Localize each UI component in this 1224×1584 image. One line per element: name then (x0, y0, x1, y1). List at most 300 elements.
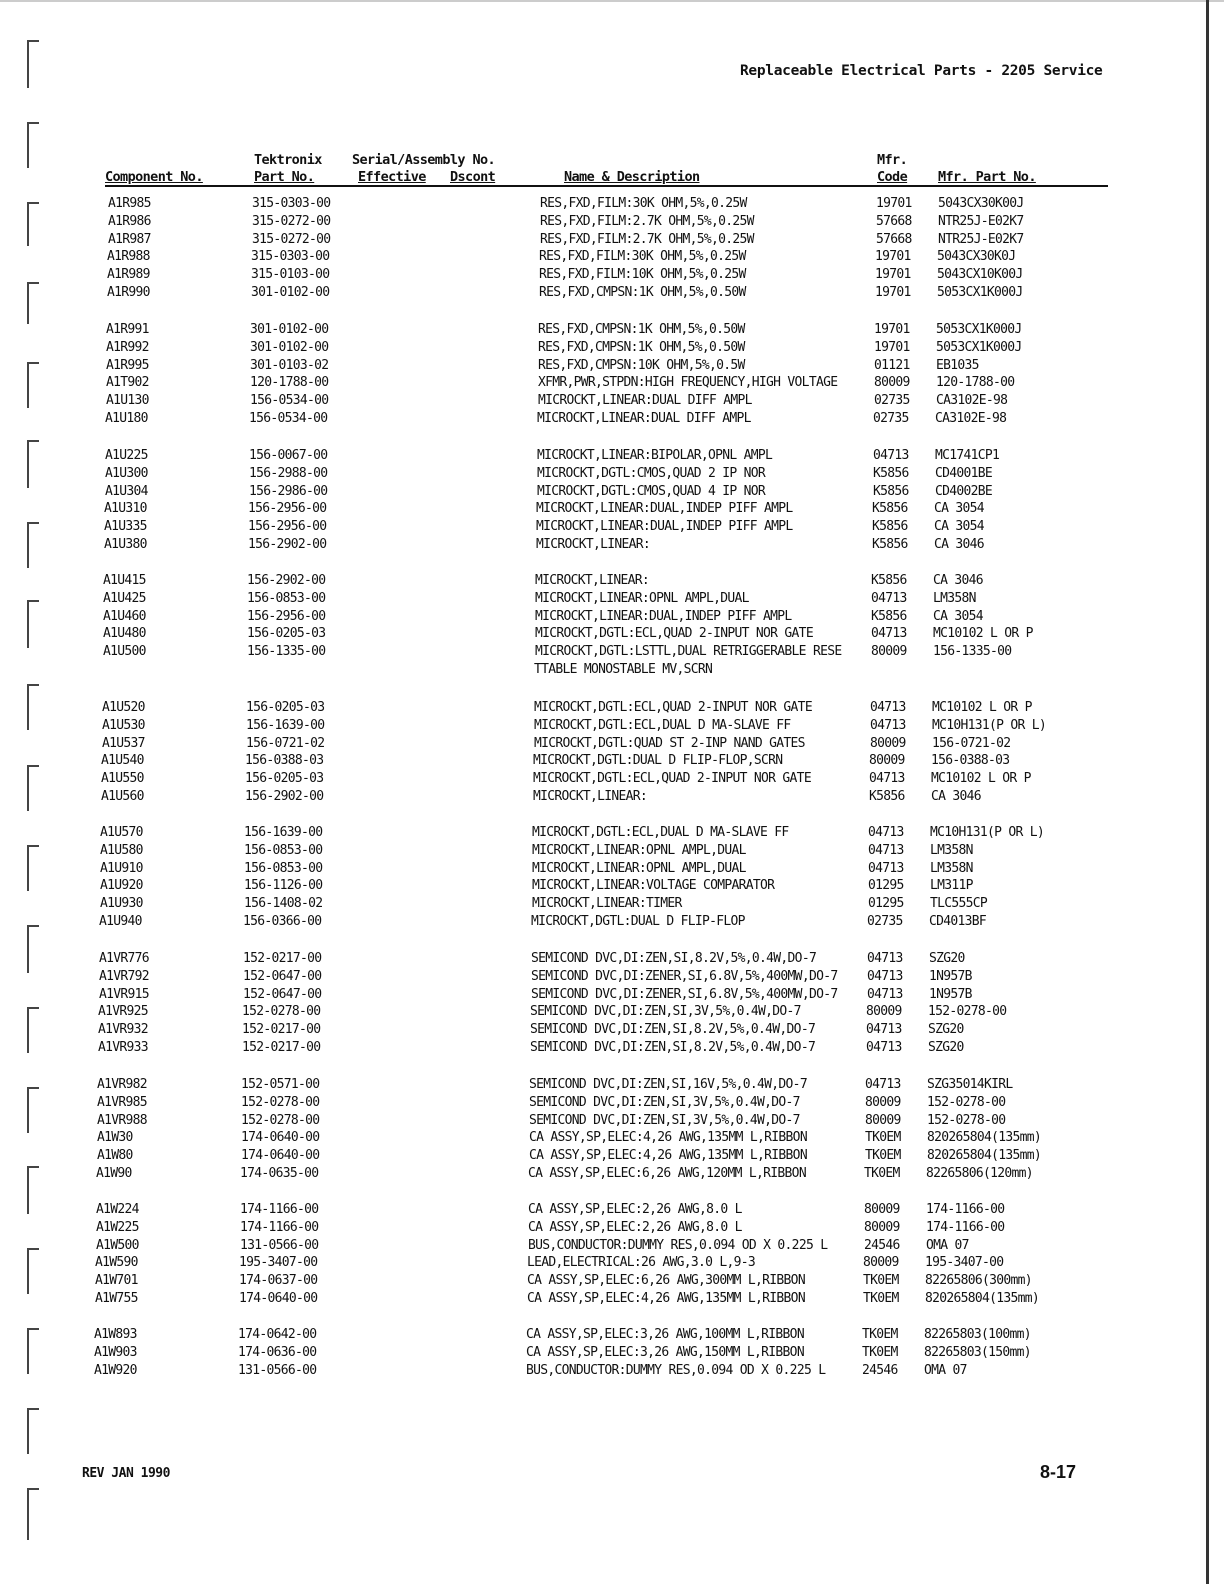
component-no: A1VR932 (98, 1022, 148, 1038)
tek-part-no: 120-1788-00 (250, 375, 329, 391)
name-description: MICROCKT,LINEAR:DUAL DIFF AMPL (537, 411, 751, 426)
table-row (0, 1362, 1210, 1380)
component-no: A1VR933 (98, 1040, 148, 1055)
name-description: MICROCKT,DGTL:CMOS,QUAD 4 IP NOR (537, 483, 766, 499)
mfr-part-no: NTR25J-E02K7 (938, 213, 1024, 229)
mfr-code: 19701 (875, 285, 911, 300)
mfr-code: 80009 (864, 1202, 900, 1217)
tek-part-no: 174-1166-00 (240, 1202, 319, 1217)
table-row (0, 824, 1216, 842)
name-description: MICROCKT,DGTL:ECL,QUAD 2-INPUT NOR GATE (534, 700, 812, 715)
mfr-part-no: LM358N (930, 842, 973, 858)
tek-part-no: 156-0853-00 (247, 590, 326, 606)
mfr-code: 04713 (869, 771, 905, 787)
table-row (0, 284, 1223, 302)
name-description: CA ASSY,SP,ELEC:3,26 AWG,100MM L,RIBBON (526, 1327, 804, 1342)
mfr-code: 04713 (868, 842, 904, 858)
tek-part-no: 301-0102-00 (250, 339, 329, 355)
mfr-code: 04713 (867, 951, 903, 966)
component-no: A1W80 (97, 1148, 133, 1164)
tek-part-no: 156-0366-00 (243, 914, 322, 929)
tek-part-no: 156-0388-03 (245, 753, 324, 769)
header-rule (105, 185, 1108, 187)
name-description: SEMICOND DVC,DI:ZENER,SI,6.8V,5%,400MW,DO-7 (531, 986, 838, 1002)
mfr-code: 80009 (874, 375, 910, 391)
mfr-code: 19701 (875, 267, 911, 283)
table-row (0, 1326, 1210, 1344)
tek-part-no: 152-0278-00 (241, 1112, 320, 1128)
mfr-code: K5856 (872, 537, 908, 552)
mfr-part-no: CA 3054 (934, 501, 984, 517)
mfr-code: 04713 (867, 968, 903, 984)
col-mfr-code-bottom: Code (877, 169, 908, 185)
tek-part-no: 174-0640-00 (241, 1148, 320, 1164)
table-row (0, 483, 1221, 501)
col-mfr-code-top: Mfr. (877, 152, 908, 168)
mfr-part-no: 152-0278-00 (927, 1094, 1006, 1110)
mfr-part-no: 5053CX1K000J (936, 322, 1022, 337)
component-no: A1W224 (96, 1202, 139, 1217)
name-description: MICROCKT,LINEAR:OPNL AMPL,DUAL (532, 860, 746, 876)
name-description: MICROCKT,DGTL:DUAL D FLIP-FLOP (531, 914, 745, 929)
tek-part-no: 174-1166-00 (240, 1219, 319, 1235)
mfr-code: K5856 (872, 501, 908, 517)
mfr-code: 04713 (871, 590, 907, 606)
mfr-part-no: 156-1335-00 (933, 644, 1012, 660)
binding-mark (27, 122, 39, 168)
name-description: RES,FXD,FILM:10K OHM,5%,0.25W (539, 267, 746, 283)
name-description: MICROCKT,LINEAR: (533, 789, 648, 804)
tek-part-no: 156-0534-00 (250, 393, 329, 409)
table-row (0, 717, 1218, 735)
component-no: A1U560 (101, 789, 144, 804)
mfr-code: TK0EM (862, 1344, 898, 1360)
component-no: A1W225 (96, 1219, 139, 1235)
mfr-code: K5856 (873, 465, 909, 481)
mfr-code: 24546 (862, 1362, 898, 1378)
component-no: A1U540 (101, 753, 144, 769)
tek-part-no: 156-0721-02 (246, 735, 325, 751)
component-no: A1R987 (108, 231, 151, 247)
name-description: LEAD,ELECTRICAL:26 AWG,3.0 L,9-3 (527, 1255, 756, 1271)
mfr-part-no: 820265804(135mm) (927, 1130, 1042, 1146)
mfr-part-no: MC10102 L OR P (931, 771, 1031, 787)
tek-part-no: 156-2956-00 (248, 519, 327, 535)
name-description: MICROCKT,DGTL:ECL,DUAL D MA-SLAVE FF (534, 717, 791, 733)
mfr-code: K5856 (869, 789, 905, 804)
name-description: MICROCKT,LINEAR:DUAL,INDEP PIFF AMPL (536, 501, 793, 517)
tek-part-no: 195-3407-00 (239, 1255, 318, 1271)
mfr-part-no: EB1035 (936, 357, 979, 373)
component-no: A1R986 (108, 213, 151, 229)
tek-part-no: 174-0637-00 (239, 1273, 318, 1289)
mfr-part-no: SZG20 (928, 1022, 964, 1038)
mfr-part-no: OMA 07 (926, 1237, 969, 1253)
tek-part-no: 156-0205-03 (245, 771, 324, 787)
mfr-part-no: LM311P (930, 878, 973, 894)
component-no: A1U310 (104, 501, 147, 517)
tek-part-no: 315-0103-00 (251, 267, 330, 283)
mfr-code: 01295 (868, 878, 904, 894)
table-row (0, 1201, 1212, 1219)
name-description: MICROCKT,LINEAR:DUAL,INDEP PIFF AMPL (535, 608, 792, 624)
component-no: A1W500 (96, 1237, 139, 1253)
mfr-part-no: 82265806(300mm) (925, 1273, 1032, 1289)
name-description: RES,FXD,CMPSN:1K OHM,5%,0.50W (538, 339, 745, 355)
name-description: MICROCKT,DGTL:ECL,QUAD 2-INPUT NOR GATE (535, 626, 813, 642)
table-row (0, 699, 1218, 717)
table-row (0, 968, 1215, 986)
mfr-part-no: 5053CX1K000J (936, 339, 1022, 355)
mfr-code: 57668 (876, 231, 912, 247)
mfr-part-no: CD4002BE (935, 483, 993, 499)
mfr-code: 02735 (867, 914, 903, 929)
name-description: RES,FXD,FILM:2.7K OHM,5%,0.25W (540, 231, 754, 247)
name-description: RES,FXD,CMPSN:1K OHM,5%,0.50W (539, 285, 746, 300)
name-description: MICROCKT,DGTL:DUAL D FLIP-FLOP,SCRN (533, 753, 783, 769)
mfr-code: 02735 (873, 411, 909, 426)
table-row (0, 518, 1220, 536)
name-description: CA ASSY,SP,ELEC:3,26 AWG,150MM L,RIBBON (526, 1344, 804, 1360)
tek-part-no: 152-0217-00 (243, 951, 322, 966)
table-row (0, 1003, 1214, 1021)
table-row (0, 842, 1216, 860)
revision-note: REV JAN 1990 (82, 1466, 170, 1481)
component-no: A1U304 (105, 483, 148, 499)
name-description: CA ASSY,SP,ELEC:4,26 AWG,135MM L,RIBBON (529, 1148, 807, 1164)
mfr-code: 80009 (870, 735, 906, 751)
table-row (0, 950, 1215, 968)
mfr-part-no: 5043CX10K00J (937, 267, 1023, 283)
mfr-part-no: MC10102 L OR P (933, 626, 1033, 642)
name-description: RES,FXD,FILM:30K OHM,5%,0.25W (540, 196, 747, 211)
name-description: MICROCKT,LINEAR:VOLTAGE COMPARATOR (532, 878, 775, 894)
tek-part-no: 156-0205-03 (247, 626, 326, 642)
tek-part-no: 156-2902-00 (245, 789, 324, 804)
component-no: A1W30 (97, 1130, 133, 1146)
mfr-code: 01121 (874, 357, 910, 373)
table-row (0, 735, 1218, 753)
name-description: BUS,CONDUCTOR:DUMMY RES,0.094 OD X 0.225 L (526, 1362, 826, 1378)
mfr-code: 04713 (873, 448, 909, 463)
mfr-code: 02735 (874, 393, 910, 409)
name-description: CA ASSY,SP,ELEC:2,26 AWG,8.0 L (528, 1219, 742, 1235)
name-description: MICROCKT,LINEAR:DUAL DIFF AMPL (538, 393, 752, 409)
name-description: MICROCKT,LINEAR:TIMER (532, 896, 682, 912)
component-no: A1U460 (103, 608, 146, 624)
mfr-code: K5856 (871, 573, 907, 588)
tek-part-no: 156-1639-00 (244, 825, 323, 840)
table-row (0, 1112, 1213, 1130)
name-description: CA ASSY,SP,ELEC:6,26 AWG,300MM L,RIBBON (527, 1273, 805, 1289)
mfr-part-no: TLC555CP (930, 896, 988, 912)
tek-part-no: 156-2988-00 (249, 465, 328, 481)
tek-part-no: 156-2902-00 (248, 537, 327, 552)
mfr-part-no: OMA 07 (924, 1362, 967, 1378)
mfr-part-no: CA 3054 (934, 519, 984, 535)
col-dscont: Dscont (450, 169, 496, 185)
mfr-code: 80009 (869, 753, 905, 769)
mfr-part-no: 152-0278-00 (927, 1112, 1006, 1128)
component-no: A1U415 (103, 573, 146, 588)
name-description: MICROCKT,DGTL:LSTTL,DUAL RETRIGGERABLE RESE (535, 644, 842, 660)
component-no: A1VR988 (97, 1112, 147, 1128)
table-row (0, 1021, 1214, 1039)
mfr-part-no: CD4001BE (935, 465, 993, 481)
mfr-code: 04713 (868, 825, 904, 840)
table-row (0, 1344, 1210, 1362)
component-no: A1U380 (104, 537, 147, 552)
table-row (0, 1039, 1214, 1057)
table-row (0, 392, 1222, 410)
mfr-code: 80009 (865, 1094, 901, 1110)
name-description: SEMICOND DVC,DI:ZEN,SI,8.2V,5%,0.4W,DO-7 (530, 1022, 816, 1038)
name-description: MICROCKT,DGTL:QUAD ST 2-INP NAND GATES (534, 735, 805, 751)
component-no: A1VR982 (97, 1077, 147, 1092)
name-description: RES,FXD,CMPSN:10K OHM,5%,0.5W (538, 357, 745, 373)
mfr-part-no: 5043CX30K00J (938, 196, 1024, 211)
table-row (0, 608, 1219, 626)
table-row (0, 410, 1221, 428)
table-row (0, 913, 1215, 931)
tek-part-no: 152-0278-00 (242, 1004, 321, 1020)
tek-part-no: 131-0566-00 (238, 1362, 317, 1378)
table-row (0, 752, 1217, 770)
table-row (0, 895, 1216, 913)
mfr-code: 04713 (870, 717, 906, 733)
component-no: A1U480 (103, 626, 146, 642)
component-no: A1U920 (100, 878, 143, 894)
table-row (0, 500, 1220, 518)
mfr-code: TK0EM (863, 1273, 899, 1289)
tek-part-no: 315-0272-00 (252, 213, 331, 229)
name-description: MICROCKT,LINEAR:DUAL,INDEP PIFF AMPL (536, 519, 793, 535)
mfr-part-no: CA 3046 (934, 537, 984, 552)
name-description: RES,FXD,CMPSN:1K OHM,5%,0.50W (538, 322, 745, 337)
component-no: A1R990 (107, 285, 150, 300)
component-no: A1W590 (95, 1255, 138, 1271)
name-description: MICROCKT,DGTL:CMOS,QUAD 2 IP NOR (537, 465, 766, 481)
tek-part-no: 156-0067-00 (249, 448, 328, 463)
table-row (0, 536, 1220, 554)
mfr-code: 19701 (876, 196, 912, 211)
mfr-part-no: 174-1166-00 (926, 1202, 1005, 1217)
component-no: A1U530 (102, 717, 145, 733)
mfr-part-no: 5043CX30K0J (937, 249, 1016, 265)
component-no: A1U180 (105, 411, 148, 426)
tek-part-no: 174-0640-00 (239, 1291, 318, 1306)
mfr-code: K5856 (871, 608, 907, 624)
mfr-part-no: SZG35014KIRL (927, 1077, 1013, 1092)
mfr-part-no: CA3102E-98 (935, 411, 1007, 426)
mfr-part-no: 82265803(150mm) (924, 1344, 1031, 1360)
component-no: A1VR776 (99, 951, 149, 966)
page-number: 8-17 (1040, 1462, 1077, 1482)
tek-part-no: 131-0566-00 (240, 1237, 319, 1253)
table-row (0, 788, 1217, 806)
tek-part-no: 156-2956-00 (247, 608, 326, 624)
mfr-part-no: CA3102E-98 (936, 393, 1008, 409)
table-row (0, 770, 1217, 788)
tek-part-no: 156-0853-00 (244, 842, 323, 858)
table-row (0, 1129, 1213, 1147)
table-row (0, 1076, 1213, 1094)
tek-part-no: 156-1408-02 (244, 896, 323, 912)
tek-part-no: 156-1335-00 (247, 644, 326, 660)
mfr-code: 01295 (868, 896, 904, 912)
binding-mark (27, 40, 39, 88)
table-row (0, 1147, 1213, 1165)
name-description: RES,FXD,FILM:30K OHM,5%,0.25W (539, 249, 746, 265)
mfr-code: 04713 (865, 1077, 901, 1092)
mfr-part-no: 1N957B (929, 986, 972, 1002)
mfr-code: K5856 (873, 483, 909, 499)
component-no: A1U225 (105, 448, 148, 463)
table-row (0, 572, 1219, 590)
tek-part-no: 156-2956-00 (248, 501, 327, 517)
tek-part-no: 152-0278-00 (241, 1094, 320, 1110)
binding-mark (27, 1488, 39, 1540)
mfr-part-no: CA 3046 (933, 573, 983, 588)
component-no: A1U930 (100, 896, 143, 912)
table-row (0, 1237, 1212, 1255)
table-row (0, 357, 1222, 375)
mfr-code: 80009 (863, 1255, 899, 1271)
table-row (0, 1272, 1211, 1290)
mfr-code: 57668 (876, 213, 912, 229)
mfr-part-no: 156-0388-03 (931, 753, 1010, 769)
mfr-code: TK0EM (865, 1148, 901, 1164)
mfr-code: TK0EM (863, 1291, 899, 1306)
mfr-code: 80009 (865, 1112, 901, 1128)
component-no: A1W893 (94, 1327, 137, 1342)
component-no: A1U425 (103, 590, 146, 606)
name-description: CA ASSY,SP,ELEC:2,26 AWG,8.0 L (528, 1202, 742, 1217)
table-row (0, 1219, 1212, 1237)
mfr-part-no: LM358N (933, 590, 976, 606)
tek-part-no: 174-0636-00 (238, 1344, 317, 1360)
col-mfr-part: Mfr. Part No. (938, 169, 1036, 185)
name-description: RES,FXD,FILM:2.7K OHM,5%,0.25W (540, 213, 754, 229)
tek-part-no: 156-0205-03 (246, 700, 325, 715)
table-row (0, 877, 1216, 895)
tek-part-no: 315-0303-00 (251, 249, 330, 265)
page-header-title: Replaceable Electrical Parts - 2205 Service (740, 63, 1103, 79)
table-row (0, 213, 1224, 231)
name-description: MICROCKT,LINEAR:OPNL AMPL,DUAL (532, 842, 746, 858)
description-continuation: TTABLE MONOSTABLE MV,SCRN (534, 662, 713, 677)
tek-part-no: 152-0571-00 (241, 1077, 320, 1092)
name-description: SEMICOND DVC,DI:ZEN,SI,3V,5%,0.4W,DO-7 (530, 1004, 801, 1020)
name-description: SEMICOND DVC,DI:ZENER,SI,6.8V,5%,400MW,DO-7 (531, 968, 838, 984)
mfr-part-no: 82265806(120mm) (926, 1166, 1033, 1181)
col-name-description: Name & Description (564, 169, 700, 185)
component-no: A1VR985 (97, 1094, 147, 1110)
table-row (0, 266, 1223, 284)
mfr-code: 24546 (864, 1237, 900, 1253)
name-description: SEMICOND DVC,DI:ZEN,SI,8.2V,5%,0.4W,DO-7 (531, 951, 817, 966)
name-description: SEMICOND DVC,DI:ZEN,SI,8.2V,5%,0.4W,DO-7 (530, 1040, 816, 1055)
name-description: MICROCKT,DGTL:ECL,QUAD 2-INPUT NOR GATE (533, 771, 811, 787)
mfr-part-no: CA 3046 (931, 789, 981, 804)
tek-part-no: 156-0853-00 (244, 860, 323, 876)
tek-part-no: 156-1639-00 (246, 717, 325, 733)
mfr-part-no: 820265804(135mm) (925, 1291, 1040, 1306)
name-description: SEMICOND DVC,DI:ZEN,SI,3V,5%,0.4W,DO-7 (529, 1112, 800, 1128)
table-row (0, 643, 1219, 661)
component-no: A1VR915 (99, 986, 149, 1002)
table-row (0, 590, 1219, 608)
component-no: A1R989 (107, 267, 150, 283)
mfr-code: 19701 (875, 249, 911, 265)
component-no: A1R988 (107, 249, 150, 265)
name-description: MICROCKT,DGTL:ECL,DUAL D MA-SLAVE FF (532, 825, 789, 840)
tek-part-no: 315-0272-00 (252, 231, 331, 247)
col-tek-part-bottom: Part No. (254, 169, 315, 185)
mfr-code: 80009 (864, 1219, 900, 1235)
component-no: A1U500 (103, 644, 146, 660)
name-description: BUS,CONDUCTOR:DUMMY RES,0.094 OD X 0.225 L (528, 1237, 828, 1253)
name-description: CA ASSY,SP,ELEC:4,26 AWG,135MM L,RIBBON (529, 1130, 807, 1146)
mfr-part-no: LM358N (930, 860, 973, 876)
component-no: A1R992 (106, 339, 149, 355)
scan-top-edge (0, 0, 1224, 2)
table-row (0, 248, 1223, 266)
tek-part-no: 301-0102-00 (250, 322, 329, 337)
mfr-part-no: 152-0278-00 (928, 1004, 1007, 1020)
mfr-part-no: MC1741CP1 (935, 448, 1000, 463)
name-description: SEMICOND DVC,DI:ZEN,SI,16V,5%,0.4W,DO-7 (529, 1077, 807, 1092)
table-row (0, 339, 1222, 357)
mfr-part-no: MC10102 L OR P (932, 700, 1032, 715)
name-description: MICROCKT,LINEAR:OPNL AMPL,DUAL (535, 590, 749, 606)
name-description: CA ASSY,SP,ELEC:6,26 AWG,120MM L,RIBBON (528, 1166, 806, 1181)
component-no: A1W701 (95, 1273, 138, 1289)
mfr-code: 19701 (874, 339, 910, 355)
name-description: MICROCKT,LINEAR: (536, 537, 651, 552)
table-row (0, 625, 1219, 643)
mfr-part-no: SZG20 (929, 951, 965, 966)
table-row (0, 986, 1215, 1004)
mfr-part-no: 820265804(135mm) (927, 1148, 1042, 1164)
mfr-part-no: SZG20 (928, 1040, 964, 1055)
mfr-part-no: 174-1166-00 (926, 1219, 1005, 1235)
mfr-part-no: 120-1788-00 (936, 375, 1015, 391)
table-row (0, 1165, 1212, 1183)
col-tek-part-top: Tektronix (254, 152, 322, 168)
mfr-code: 04713 (871, 626, 907, 642)
mfr-code: 04713 (867, 986, 903, 1002)
mfr-part-no: MC10H131(P OR L) (930, 825, 1045, 840)
component-no: A1U537 (102, 735, 145, 751)
component-no: A1R985 (108, 196, 151, 211)
name-description: MICROCKT,LINEAR: (535, 573, 650, 588)
mfr-code: 04713 (866, 1022, 902, 1038)
name-description: CA ASSY,SP,ELEC:4,26 AWG,135MM L,RIBBON (527, 1291, 805, 1306)
mfr-code: 80009 (866, 1004, 902, 1020)
table-row (0, 1094, 1213, 1112)
component-no: A1W920 (94, 1362, 137, 1378)
mfr-part-no: 1N957B (929, 968, 972, 984)
col-effective: Effective (358, 169, 426, 185)
component-no: A1R995 (106, 357, 149, 373)
component-no: A1W755 (95, 1291, 138, 1306)
mfr-part-no: 156-0721-02 (932, 735, 1011, 751)
name-description: XFMR,PWR,STPDN:HIGH FREQUENCY,HIGH VOLTAGE (538, 375, 838, 391)
mfr-part-no: 195-3407-00 (925, 1255, 1004, 1271)
tek-part-no: 156-2902-00 (247, 573, 326, 588)
table-row (0, 1254, 1211, 1272)
